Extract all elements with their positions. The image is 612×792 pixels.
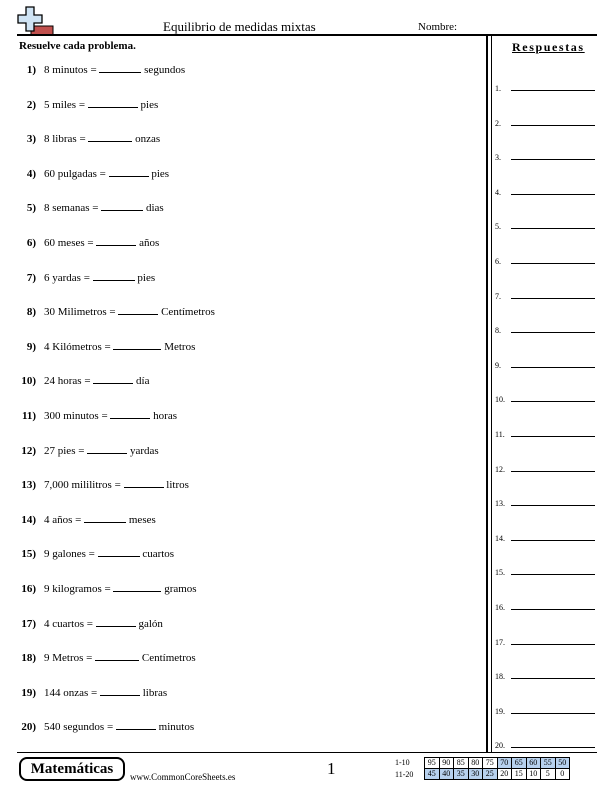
problem-text [44,306,215,318]
problem-number: 17) [21,617,36,630]
answer-row [495,388,595,405]
problem-text [44,341,195,353]
answer-blank[interactable] [101,202,143,211]
problem-number: 16) [21,583,36,595]
score-cell: 25 [483,769,498,780]
problem-number: 14) [21,513,36,526]
answer-row [495,112,595,126]
answer-label: 8. [495,326,501,336]
name-label: Nombre: [418,21,458,33]
problem-unit: galón [138,617,163,630]
answer-row [495,458,595,472]
answer-row [495,561,595,578]
answer-blank[interactable] [99,64,141,73]
problem-prompt: 9 Metros = [44,652,93,665]
answer-label: 4. [495,187,501,197]
answer-line[interactable] [511,125,595,126]
problem-text [44,548,174,560]
plus-eraser-logo-icon [17,6,55,36]
score-cell: 50 [555,758,570,769]
answer-blank[interactable] [113,341,161,350]
problem-number: 9) [26,340,36,353]
score-table [424,757,570,780]
answer-line[interactable] [511,332,595,333]
answer-label: 6. [495,257,501,266]
problem-text [44,445,159,457]
problem-text [44,410,177,422]
problem-text [44,514,156,526]
score-row-label: 11-20 [395,770,414,779]
problem-prompt: 4 Kilómetros = [44,340,111,353]
answer-blank[interactable] [96,237,136,246]
answer-row [495,181,595,195]
problem-text [44,618,163,630]
score-row-label: 1-10 [395,758,410,767]
answer-label: 12. [495,464,505,474]
problem-text [44,721,194,733]
answer-row [495,527,595,541]
problem-text [44,168,169,180]
problem-unit: yardas [129,444,159,457]
answer-blank[interactable] [113,583,161,592]
footer-divider [17,752,597,753]
answer-label: 18. [495,672,505,682]
problem-text [44,583,197,595]
answer-label: 9. [495,360,501,370]
problem-prompt: 5 miles = [44,98,86,111]
answer-line[interactable] [511,367,595,368]
answer-blank[interactable] [88,133,132,142]
answer-blank[interactable] [88,99,138,108]
problem-text [44,202,164,214]
score-cell: 55 [541,758,556,769]
answer-row [495,285,595,299]
answer-label: 15. [495,568,505,578]
answer-line[interactable] [511,228,595,229]
score-cell: 70 [497,758,512,769]
answer-label: 20. [495,741,505,751]
answer-blank[interactable] [95,652,139,661]
problem-prompt: 144 onzas = [44,686,98,699]
problem-number: 10) [21,375,36,388]
problem-prompt: 6 yardas = [44,271,90,284]
problem-number: 4) [26,167,36,180]
answer-line[interactable] [511,263,595,264]
problem-unit: Metros [164,340,196,353]
problem-number: 19) [21,686,36,699]
answer-blank[interactable] [109,168,149,177]
problem-unit: Centímetros [141,652,196,665]
score-cell: 80 [468,758,483,769]
problem-number: 12) [21,444,36,457]
problem-text [44,272,155,284]
answer-line[interactable] [511,574,595,575]
answer-label: 14. [495,533,505,543]
answer-blank[interactable] [100,687,140,696]
worksheet-title: Equilibrio de medidas mixtas [163,19,316,34]
problem-text [44,479,189,491]
answer-line[interactable] [511,713,595,714]
answer-line[interactable] [511,540,595,541]
answer-blank[interactable] [93,272,135,281]
problem-text [44,375,149,387]
answer-line[interactable] [511,644,595,645]
score-cell: 65 [512,758,527,769]
score-cell: 30 [468,769,483,780]
problem-number: 15) [21,548,36,561]
answer-blank[interactable] [98,548,140,557]
answer-blank[interactable] [124,479,164,488]
subject-badge: Matemáticas [19,757,125,781]
answer-row [495,492,595,509]
problem-number: 1) [26,64,36,76]
problem-text [44,652,196,664]
footer-url: www.CommonCoreSheets.es [130,772,236,782]
answer-blank[interactable] [96,618,136,627]
answer-line[interactable] [511,505,595,506]
problem-unit: pies [151,167,170,180]
answer-column-divider [486,35,492,753]
problem-unit: cuartos [142,548,175,561]
problem-prompt: 8 libras = [44,133,86,146]
answer-line[interactable] [511,401,595,402]
problem-prompt: 4 cuartos = [44,617,93,630]
problem-prompt: 4 años = [44,513,82,526]
answer-label: 3. [495,153,501,163]
answer-line[interactable] [511,436,595,437]
problem-number: 8) [26,306,36,319]
answer-line[interactable] [511,194,595,195]
problem-unit: minutos [158,721,195,734]
problem-unit: pies [140,98,159,111]
instructions: Resuelve cada problema. [19,40,136,52]
score-cell: 95 [425,758,440,769]
problem-number: 18) [21,652,36,665]
answer-row [495,700,595,714]
answer-line[interactable] [511,678,595,679]
answer-row [495,250,595,264]
answer-row [495,146,595,163]
answer-blank[interactable] [116,721,156,730]
answer-label: 11. [495,430,505,439]
problem-prompt: 8 minutos = [44,64,97,76]
answer-label: 7. [495,291,501,301]
problem-unit: meses [128,513,156,526]
answer-label: 17. [495,637,505,647]
answer-row [495,423,595,437]
problem-text [44,237,159,249]
problem-prompt: 8 semanas = [44,202,99,215]
score-cell: 40 [439,769,454,780]
answer-row [495,215,595,232]
problem-unit: horas [153,410,177,422]
answer-label: 16. [495,603,505,612]
problem-unit: gramos [164,583,197,595]
problem-text [44,687,167,699]
answers-title: Respuestas [512,40,585,54]
problem-prompt: 60 meses = [44,237,94,249]
score-cell: 75 [483,758,498,769]
answer-line[interactable] [511,747,595,748]
answer-label: 10. [495,395,505,405]
problem-text [44,64,185,76]
score-cell: 90 [439,758,454,769]
answer-row [495,596,595,610]
score-cell: 35 [454,769,469,780]
answer-blank[interactable] [87,445,127,454]
problem-prompt: 300 minutos = [44,410,108,422]
answer-row [495,354,595,368]
answer-label: 5. [495,222,501,232]
score-cell: 0 [555,769,570,780]
answer-row [495,665,595,682]
problem-prompt: 60 pulgadas = [44,167,106,180]
problem-number: 13) [21,479,36,492]
score-row [425,769,570,780]
answer-blank[interactable] [93,375,133,384]
answer-row [495,734,595,751]
answer-label: 19. [495,706,505,716]
answer-line[interactable] [511,471,595,472]
answer-blank[interactable] [118,306,158,315]
score-cell: 20 [497,769,512,780]
problem-number: 5) [26,202,36,215]
score-row [425,758,570,769]
answer-label: 1. [495,84,501,93]
score-cell: 60 [526,758,541,769]
answer-line[interactable] [511,298,595,299]
problem-unit: pies [137,271,156,284]
problem-unit: Centímetros [161,306,215,319]
header-divider [17,34,597,36]
score-cell: 85 [454,758,469,769]
problem-prompt: 27 pies = [44,444,85,457]
score-cell: 45 [425,769,440,780]
answer-row [495,77,595,91]
page-number: 1 [327,759,336,778]
problem-unit: años [139,237,160,249]
problem-prompt: 30 Milimetros = [44,306,116,319]
problem-number: 3) [26,133,36,146]
problem-prompt: 9 galones = [44,548,95,561]
problem-prompt: 540 segundos = [44,721,114,734]
answer-blank[interactable] [110,410,150,419]
answer-blank[interactable] [84,514,126,523]
problem-prompt: 7,000 mililitros = [44,479,121,492]
problem-number: 20) [21,721,36,734]
problem-unit: litros [166,479,189,492]
problem-unit: libras [142,686,168,699]
answer-row [495,631,595,645]
problem-number: 7) [26,271,36,284]
problem-unit: día [136,375,150,388]
score-cell: 10 [526,769,541,780]
problem-text [44,133,160,145]
problem-number: 11) [21,410,36,422]
problem-unit: onzas [135,133,161,146]
answer-label: 13. [495,499,505,509]
answer-label: 2. [495,118,501,128]
problem-prompt: 24 horas = [44,375,91,388]
answer-line[interactable] [511,609,595,610]
answer-line[interactable] [511,159,595,160]
problem-unit: segundos [144,64,186,76]
score-cell: 15 [512,769,527,780]
problem-number: 2) [26,98,36,111]
problem-prompt: 9 kilogramos = [44,583,111,595]
problem-number: 6) [26,237,36,249]
problem-unit: dias [145,202,164,215]
answer-row [495,319,595,336]
score-cell: 5 [541,769,556,780]
problem-text [44,99,158,111]
answer-line[interactable] [511,90,595,91]
